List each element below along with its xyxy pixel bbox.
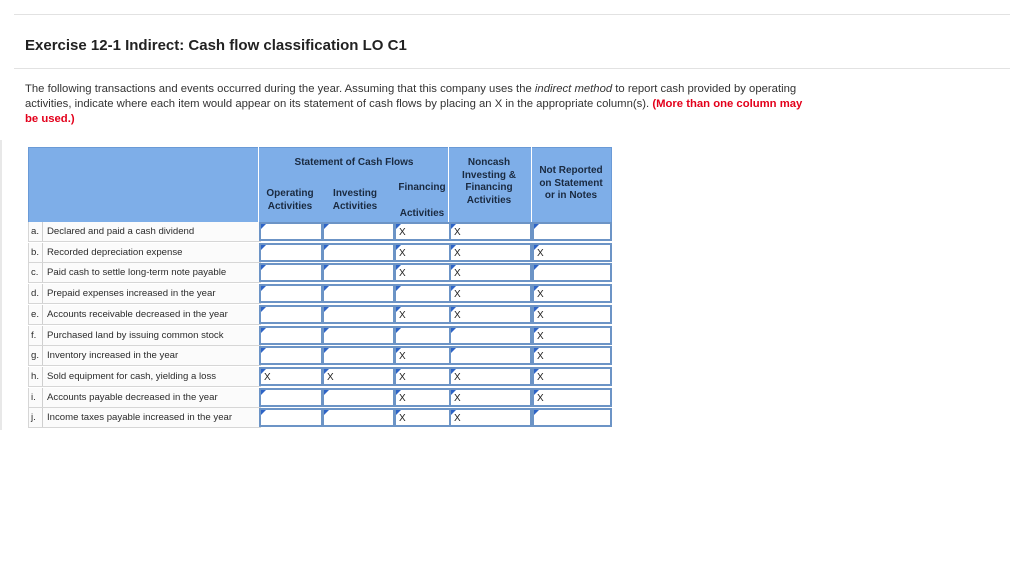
answer-input-operating[interactable]	[259, 305, 323, 324]
input-marker-icon	[324, 390, 329, 395]
row-text: Accounts payable decreased in the year	[47, 391, 218, 403]
table-row	[28, 263, 612, 283]
input-marker-icon	[534, 410, 539, 415]
answer-value: X	[537, 392, 544, 404]
answer-input-operating[interactable]	[259, 367, 323, 386]
answer-value: X	[454, 371, 461, 383]
answer-value: X	[399, 227, 406, 238]
answer-value: X	[399, 392, 406, 404]
answer-value: X	[327, 371, 334, 383]
input-marker-icon	[261, 348, 266, 353]
answer-input-investing[interactable]	[322, 367, 395, 386]
row-label	[28, 388, 261, 408]
input-marker-icon	[261, 390, 266, 395]
header-noncash: Noncash Investing & Financing Activities	[462, 157, 516, 206]
row-letter: d.	[31, 284, 43, 303]
answer-value: X	[399, 309, 406, 321]
table-row	[28, 326, 612, 346]
table-row	[28, 346, 612, 366]
row-letter: a.	[31, 222, 43, 241]
instructions-note: (More than one column may be used.)	[25, 98, 803, 125]
answer-value: X	[399, 351, 406, 363]
answer-value: X	[454, 247, 461, 259]
answer-input-not-reported[interactable]	[532, 408, 612, 427]
input-marker-icon	[261, 245, 266, 250]
answer-input-operating[interactable]	[259, 346, 323, 365]
instructions-italic: indirect method	[534, 83, 613, 95]
answer-value: X	[537, 351, 544, 363]
header-separator	[531, 147, 532, 222]
answer-input-financing[interactable]	[394, 367, 452, 386]
input-marker-icon	[324, 328, 329, 333]
input-marker-icon	[396, 328, 401, 333]
answer-input-financing[interactable]	[394, 326, 452, 345]
left-edge-marker	[0, 140, 2, 430]
instructions	[25, 82, 815, 127]
header-operating: Operating Activities	[266, 188, 314, 212]
answer-input-investing[interactable]	[322, 305, 395, 324]
answer-value: X	[454, 309, 461, 321]
row-label	[28, 408, 261, 428]
header-financing-top: Financing	[398, 182, 446, 193]
answer-input-operating[interactable]	[259, 326, 323, 345]
row-letter: g.	[31, 346, 43, 365]
answer-input-investing[interactable]	[322, 326, 395, 345]
input-marker-icon	[261, 224, 266, 229]
answer-input-noncash[interactable]	[449, 284, 532, 303]
answer-input-investing[interactable]	[322, 408, 395, 427]
answer-input-operating[interactable]	[259, 284, 323, 303]
row-label	[28, 305, 261, 325]
row-text: Inventory increased in the year	[47, 350, 179, 362]
answer-input-not-reported[interactable]	[532, 243, 612, 262]
row-text: Declared and paid a cash dividend	[47, 226, 195, 237]
row-text: Paid cash to settle long-term note payable	[47, 267, 227, 279]
answer-input-noncash[interactable]	[449, 305, 532, 324]
answer-input-not-reported[interactable]	[532, 263, 612, 282]
input-marker-icon	[534, 265, 539, 270]
answer-input-investing[interactable]	[322, 284, 395, 303]
answer-value: X	[399, 247, 406, 259]
answer-input-not-reported[interactable]	[532, 222, 612, 241]
input-marker-icon	[324, 265, 329, 270]
answer-value: X	[537, 247, 544, 259]
exercise-title: Exercise 12-1 Indirect: Cash flow classification LO C1	[25, 37, 407, 54]
answer-value: X	[537, 289, 544, 301]
answer-input-not-reported[interactable]	[532, 388, 612, 407]
answer-input-investing[interactable]	[322, 346, 395, 365]
input-marker-icon	[324, 410, 329, 415]
row-text: Income taxes payable increased in the year	[47, 412, 233, 424]
row-text: Sold equipment for cash, yielding a loss	[47, 370, 217, 382]
answer-input-financing[interactable]	[394, 243, 452, 262]
answer-input-noncash[interactable]	[449, 388, 532, 407]
header-statement-of-cash-flows: Statement of Cash Flows	[294, 157, 414, 168]
title-divider	[14, 68, 1010, 69]
input-marker-icon	[534, 224, 539, 229]
answer-value: X	[537, 330, 544, 342]
row-label	[28, 367, 261, 387]
answer-value: X	[399, 268, 406, 280]
row-letter: f.	[31, 326, 43, 345]
answer-value: X	[454, 289, 461, 301]
input-marker-icon	[324, 245, 329, 250]
input-marker-icon	[451, 328, 456, 333]
instructions-text-2: to report cash provided by operating activities, indicate where each item would appear on its statement of cash flows by placing an X in the appropriate column(s).	[25, 83, 797, 110]
answer-input-investing[interactable]	[322, 388, 395, 407]
answer-value: X	[454, 268, 461, 280]
input-marker-icon	[451, 348, 456, 353]
answer-input-financing[interactable]	[394, 346, 452, 365]
answer-value: X	[537, 371, 544, 383]
row-letter: b.	[31, 243, 43, 262]
header-investing: Investing Activities	[332, 188, 378, 212]
answer-input-noncash[interactable]	[449, 263, 532, 282]
input-marker-icon	[261, 307, 266, 312]
answer-value: X	[454, 392, 461, 404]
answer-input-investing[interactable]	[322, 263, 395, 282]
answer-value: X	[454, 227, 461, 238]
instructions-text-1: The following transactions and events occurred during the year. Assuming that this company uses the	[25, 83, 535, 95]
answer-input-not-reported[interactable]	[532, 326, 612, 345]
header-financing-bottom: Activities	[399, 208, 445, 219]
answer-input-investing[interactable]	[322, 243, 395, 262]
answer-value: X	[399, 413, 406, 425]
answer-input-noncash[interactable]	[449, 367, 532, 386]
row-label	[28, 284, 261, 304]
answer-input-operating[interactable]	[259, 408, 323, 427]
row-label	[28, 222, 261, 242]
row-text: Prepaid expenses increased in the year	[47, 288, 216, 300]
answer-input-financing[interactable]	[394, 408, 452, 427]
table-row	[28, 408, 612, 428]
table-row	[28, 305, 612, 325]
table-row	[28, 388, 612, 408]
answer-input-financing[interactable]	[394, 284, 452, 303]
answer-input-noncash[interactable]	[449, 326, 532, 345]
answer-input-financing[interactable]	[394, 305, 452, 324]
answer-input-not-reported[interactable]	[532, 284, 612, 303]
row-label	[28, 346, 261, 366]
row-letter: j.	[31, 408, 43, 427]
cash-flow-table	[28, 147, 612, 430]
answer-input-not-reported[interactable]	[532, 305, 612, 324]
answer-value: X	[454, 413, 461, 425]
input-marker-icon	[261, 410, 266, 415]
row-letter: h.	[31, 367, 43, 386]
answer-input-not-reported[interactable]	[532, 346, 612, 365]
table-row	[28, 222, 612, 242]
header-not-reported: Not Reported on Statement or in Notes	[539, 165, 603, 201]
input-marker-icon	[261, 328, 266, 333]
row-letter: c.	[31, 263, 43, 282]
table-row	[28, 367, 612, 387]
input-marker-icon	[324, 286, 329, 291]
answer-input-noncash[interactable]	[449, 408, 532, 427]
input-marker-icon	[324, 224, 329, 229]
row-label	[28, 326, 261, 346]
answer-input-operating[interactable]	[259, 388, 323, 407]
answer-input-operating[interactable]	[259, 243, 323, 262]
answer-input-investing[interactable]	[322, 222, 395, 241]
answer-input-operating[interactable]	[259, 222, 323, 241]
row-text: Accounts receivable decreased in the year	[47, 308, 228, 320]
row-letter: i.	[31, 388, 43, 407]
answer-value: X	[537, 309, 544, 321]
input-marker-icon	[324, 348, 329, 353]
answer-input-financing[interactable]	[394, 222, 452, 241]
answer-input-noncash[interactable]	[449, 346, 532, 365]
row-label	[28, 263, 261, 283]
input-marker-icon	[324, 307, 329, 312]
answer-value: X	[399, 371, 406, 383]
row-text: Recorded depreciation expense	[47, 246, 183, 258]
input-marker-icon	[261, 265, 266, 270]
row-text: Purchased land by issuing common stock	[47, 329, 224, 341]
answer-input-financing[interactable]	[394, 263, 452, 282]
row-letter: e.	[31, 305, 43, 324]
input-marker-icon	[396, 286, 401, 291]
input-marker-icon	[261, 286, 266, 291]
answer-value: X	[264, 371, 271, 383]
answer-input-noncash[interactable]	[449, 243, 532, 262]
table-row	[28, 284, 612, 304]
answer-input-not-reported[interactable]	[532, 367, 612, 386]
row-label	[28, 243, 261, 263]
top-divider	[14, 14, 1010, 15]
answer-input-operating[interactable]	[259, 263, 323, 282]
table-row	[28, 243, 612, 263]
answer-input-financing[interactable]	[394, 388, 452, 407]
answer-input-noncash[interactable]	[449, 222, 532, 241]
